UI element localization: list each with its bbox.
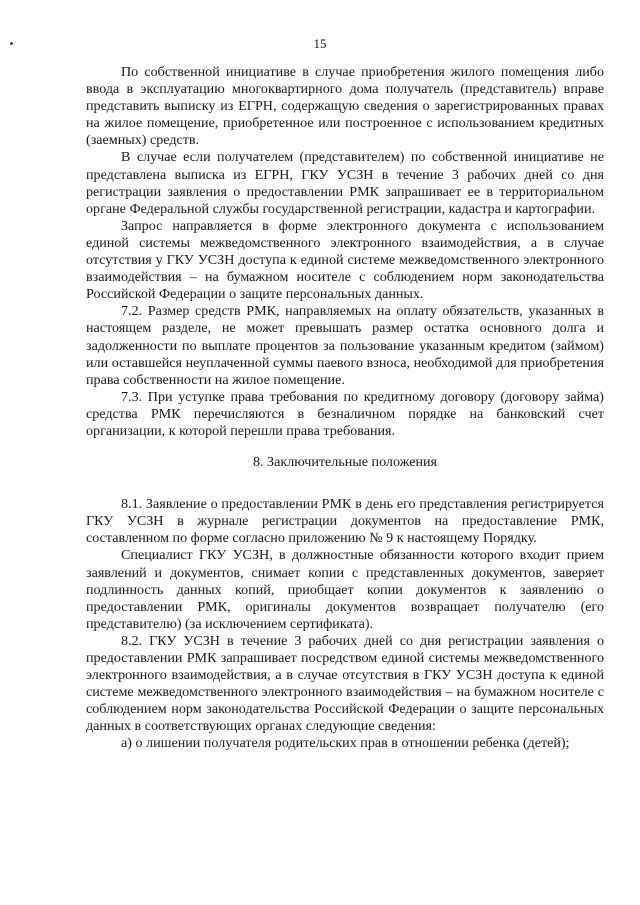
paragraph-egrn-request: В случае если получателем (представителем) по собственной инициативе не представлена выписка из ЕГРН, ГКУ УСЗН в течение 3 рабочих дней со дня регистрации заявления о предоставлении РМК запрашивает ее в территориальном органе Федеральной службы государственной регистрации, кадастра и картографии. xyxy=(86,149,604,217)
paragraph-specialist: Специалист ГКУ УСЗН, в должностные обязанности которого входит прием заявлений и документов, снимает копии с представленных документов, заверяет подлинность данных копий, приобщает копии документов к заявлению о предоставлении РМК, оригиналы документов возвращает получателю (его представителю) (за исключением сертификата). xyxy=(86,547,604,632)
paragraph-7-2: 7.2. Размер средств РМК, направляемых на оплату обязательств, указанных в настоящем разделе, не может превышать размер остатка основного долга и задолженности по выплате процентов за пользование указанным кредитом (займом) или оставшейся неуплаченной суммы паевого взноса, необходимой для приобретения права собственности на жилое помещение. xyxy=(86,303,604,388)
paragraph-8-1: 8.1. Заявление о предоставлении РМК в день его представления регистрируется ГКУ УСЗН в журнале регистрации документов на предоставление РМК, составленном по форме согласно приложению № 9 к настоящему Порядку. xyxy=(86,496,604,547)
paragraph-7-3: 7.3. При уступке права требования по кредитному договору (договору займа) средства РМК перечисляются в безналичном порядке на банковский счет организации, к которой перешли права требования. xyxy=(86,388,604,439)
paragraph-initiative-egrn: По собственной инициативе в случае приобретения жилого помещения либо ввода в эксплуатацию многоквартирного дома получатель (представитель) вправе представить выписку из ЕГРН, содержащую сведения о зарегистрированных правах на жилое помещение, приобретенное или построенное с использованием кредитных (заемных) средств. xyxy=(86,64,604,149)
paragraph-request-form: Запрос направляется в форме электронного документа с использованием единой системы межведомственного электронного взаимодействия, а в случае отсутствия у ГКУ УСЗН доступа к единой системе межведомственного электронного взаимодействия – на бумажном носителе с соблюдением норм законодательства Российской Федерации о защите персональных данных. xyxy=(86,217,604,303)
section-heading-final-provisions: 8. Заключительные положения xyxy=(252,454,438,471)
document-body xyxy=(86,64,604,753)
page-number: 15 xyxy=(313,36,327,51)
paragraph-item-a: а) о лишении получателя родительских прав в отношении ребенка (детей); xyxy=(121,735,570,752)
paragraph-8-2: 8.2. ГКУ УСЗН в течение 3 рабочих дней со дня регистрации заявления о предоставлении РМК запрашивает посредством единой системы межведомственного электронного взаимодействия, а в случае отсутствия в ГКУ УСЗН доступа к единой системе межведомственного электронного взаимодействия – на бумажном носителе с соблюдением норм законодательства Российской Федерации о защите персональных данных в соответствующих органах следующие сведения: xyxy=(86,632,604,735)
